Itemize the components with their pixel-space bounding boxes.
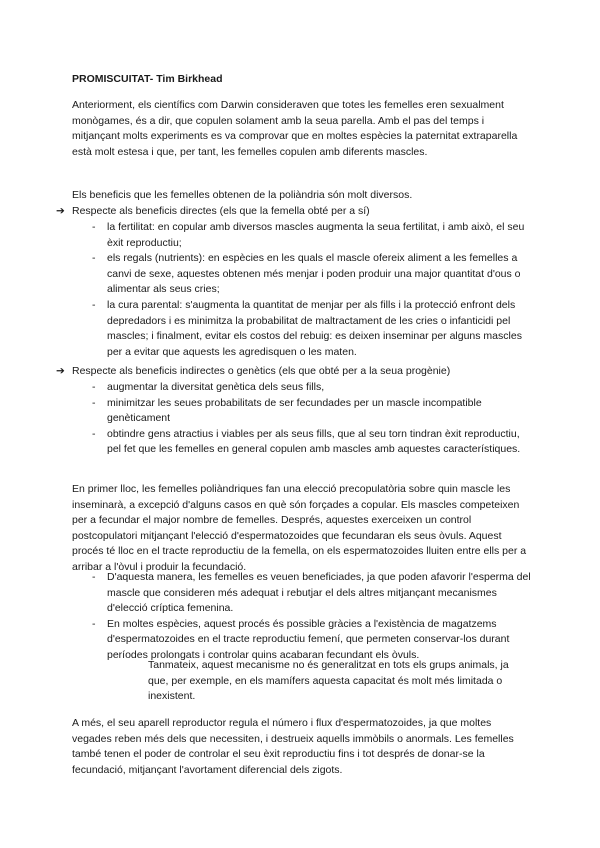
dash-bullet: - <box>92 396 96 409</box>
list-item <box>92 617 532 664</box>
dash-bullet: - <box>92 381 96 393</box>
list-item <box>92 570 532 617</box>
list-item <box>92 220 532 251</box>
direct-heading-text: Respecte als beneficis directes (els que la femella obté per a sí) <box>72 205 370 217</box>
benefits-intro: Els beneficis que les femelles obtenen de la poliàndria són molt diversos. <box>72 189 413 201</box>
list-item-text: En moltes espècies, aquest procés és possible gràcies a l'existència de magatzems d'espermatozoides en el tracte reproductiu femení, que permeten conservar-los durant períodes prolongats i controlar quins acabaran fecundant els òvuls. <box>107 617 510 661</box>
dash-bullet: - <box>92 252 96 265</box>
conclusion-paragraph: A més, el seu aparell reproductor regula el número i flux d'espermatozoides, ja que moltes vegades reben més dels que necessiten, i destrueix aquells immòbils o anormals. Les femelles també tenen el poder de controlar el seu èxit reproductiu fins i tot després de donar-se la fecundació, mitjançant l'avortament diferencial dels zigots. <box>72 717 514 776</box>
list-item-text: la fertilitat: en copular amb diversos mascles augmenta la seua fertilitat, i amb això, el seu èxit reproductiu; <box>107 221 525 249</box>
list-item <box>92 380 532 396</box>
list-item <box>92 298 532 360</box>
mammals-note: Tanmateix, aquest mecanisme no és generalitzat en tots els grups animals, ja que, per exemple, en els mamífers aquesta capacitat és molt més limitada o inexistent. <box>148 659 509 703</box>
dash-bullet: - <box>92 221 96 233</box>
dash-bullet: - <box>92 571 96 583</box>
list-item-text: D'aquesta manera, les femelles es veuen beneficiades, ja que poden afavorir l'esperma del mascle que consideren més adequat i rebutjar el dels altres mitjançant mecanismes d'elecció críptica femenina. <box>107 571 531 615</box>
postcopulatory-list <box>92 570 532 664</box>
list-item-text: obtindre gens atractius i viables per als seus fills, que al seu torn tindran èxit reproductiu, pel fet que les femelles en general copulen amb mascles amb aquestes característiques. <box>107 427 521 456</box>
list-item <box>92 396 532 427</box>
precopulatory-paragraph: En primer lloc, les femelles poliàndriques fan una elecció precopulatòria sobre quin mascle les inseminarà, a excepció d'alguns casos en què són forçades a copular. Els mascles competeixen per a fecundar el major nombre de femelles. Després, aquestes exerceixen un control postcopulatori mitjançant l'elecció d'espermatozoides que fecundaran els seus òvuls. Aquest procés té lloc en el tracte reproductiu de la femella, on els espermatozoides lluiten entre ells per a arribar a l'òvul i produir la fecundació. <box>72 483 527 573</box>
list-item-text: augmentar la diversitat genètica dels seus fills, <box>107 381 325 393</box>
dash-bullet: - <box>92 427 96 440</box>
arrow-icon: ➔ <box>56 365 65 377</box>
list-item-text: la cura parental: s'augmenta la quantitat de menjar per als fills i la protecció enfront dels depredadors i es minimitza la probabilitat de maltractament de les cries o infanticidi pel mascles; i finalment, evitar els costos del rebuig: es deixen inseminar per alguns mascles per a evitar que aquests les agredisquen o les maten. <box>107 298 522 358</box>
dash-bullet: - <box>92 617 96 630</box>
arrow-icon: ➔ <box>56 205 65 217</box>
genetic-benefits-list <box>92 380 532 458</box>
document-title: PROMISCUITAT- Tim Birkhead <box>72 73 223 85</box>
intro-paragraph: Anteriorment, els científics com Darwin consideraven que totes les femelles eren sexualment monògames, és a dir, que copulen solament amb la seua parella. Amb el pas del temps i mitjançant molts experiments es va comprovar que en moltes espècies la paternitat extraparella està molt estesa i que, per tant, les femelles copulen amb diferents mascles. <box>72 99 518 158</box>
list-item <box>92 251 532 298</box>
direct-benefits-list <box>92 220 532 360</box>
list-item-text: els regals (nutrients): en espècies en les quals el mascle ofereix aliment a les femelles a canvi de sexe, aquestes obtenen més menjar i poden produir una major quantitat d'ous o alimentar als seus cries; <box>107 252 521 296</box>
dash-bullet: - <box>92 298 96 311</box>
list-item <box>92 427 532 458</box>
list-item-text: minimitzar les seues probabilitats de ser fecundades per un mascle incompatible genèticament <box>107 396 482 425</box>
genetic-heading-text: Respecte als beneficis indirectes o genètics (els que obté per a la seua progènie) <box>72 365 451 377</box>
